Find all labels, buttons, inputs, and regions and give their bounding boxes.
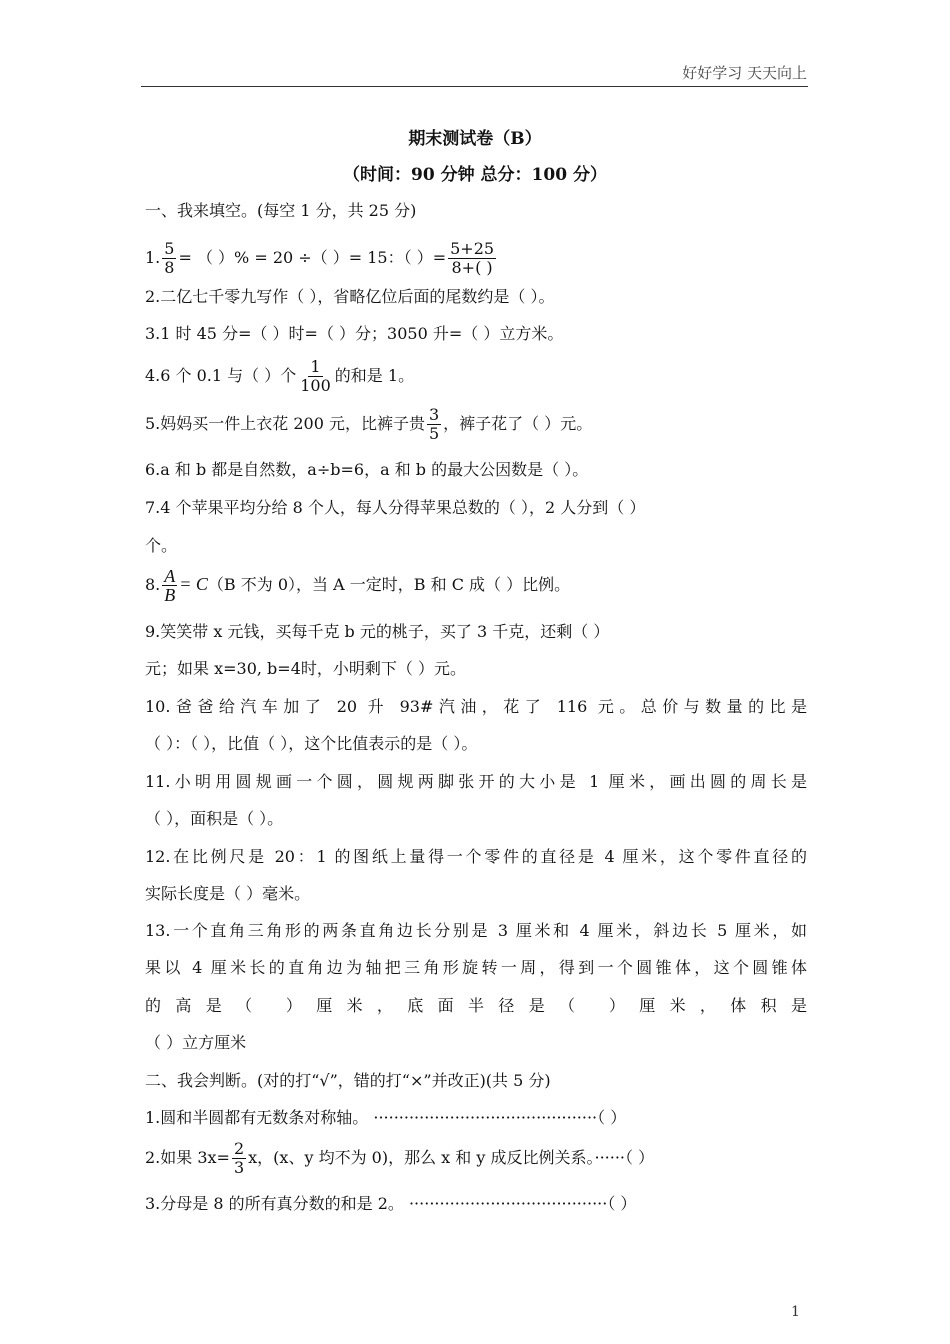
question-12-line-1: 12.在比例尺是 20：1 的图纸上量得一个零件的直径是 4 厘米，这个零件直径的 [145,847,807,866]
j2-pre: 2.如果 3x= [145,1148,230,1167]
question-10-line-1: 10.爸爸给汽车加了 20 升 93#汽油，花了 116 元。总价与数量的比是 [145,697,807,716]
q1-f1-numerator: 5 [164,239,175,258]
q8-denominator: B [164,585,176,605]
judge-2 [145,1140,807,1177]
q5-pre: 5.妈妈买一件上衣花 200 元，比裤子贵 [145,414,425,433]
question-12-line-2: 实际长度是（ ）毫米。 [145,884,311,903]
q1-fraction-2 [448,240,496,277]
section2-heading: 二、我会判断。(对的打“√”，错的打“×”并改正)(共 5 分) [145,1071,551,1090]
q5-numerator: 3 [428,405,440,424]
question-5 [145,406,807,443]
q1-prefix: 1. [145,248,161,267]
q1-f2-numerator: 5+25 [450,239,495,258]
q8-equals: = C [179,574,208,594]
question-9-line-1: 9.笑笑带 x 元钱，买每千克 b 元的桃子，买了 3 千克，还剩（ ） [145,622,610,641]
q8-pre: 8. [145,575,161,594]
question-6: 6.a 和 b 都是自然数，a÷b=6，a 和 b 的最大公因数是（ ）。 [145,460,589,479]
question-13-line-3: 的高是（ ）厘米，底面半径是（ ）厘米，体积是 [145,996,807,1015]
j2-fraction [232,1140,246,1177]
question-2: 2.二亿七千零九写作（ ），省略亿位后面的尾数约是（ ）。 [145,287,555,306]
q1-f2-denominator: 8+( ) [451,258,493,277]
q8-post: （B 不为 0），当 A 一定时，B 和 C 成（ ）比例。 [207,575,571,594]
question-7-line-2: 个。 [145,536,178,555]
page-title: 期末测试卷（B） [408,129,542,149]
question-1 [145,240,807,277]
q5-denominator: 5 [428,424,440,443]
j2-post: x，(x、y 均不为 0)，那么 x 和 y 成反比例关系。······（ ） [248,1148,655,1167]
q1-middle: = （ ）% = 20 ÷（ ）= 15：（ ）= [178,248,447,267]
judge-3: 3.分母是 8 的所有真分数的和是 2。 ·······································（ ） [145,1194,637,1213]
j2-numerator: 2 [233,1139,245,1158]
question-13-line-2: 果以 4 厘米长的直角边为轴把三角形旋转一周，得到一个圆锥体，这个圆锥体 [145,958,807,977]
page-subtitle: （时间：90 分钟 总分：100 分） [343,165,607,185]
judge-1: 1.圆和半圆都有无数条对称轴。 ············································（ ） [145,1108,627,1127]
q8-numerator: A [164,566,176,586]
question-13-line-1: 13.一个直角三角形的两条直角边长分别是 3 厘米和 4 厘米，斜边长 5 厘米，如 [145,921,807,940]
question-10-line-2: （ ）：（ ），比值（ ），这个比值表示的是（ ）。 [145,734,478,753]
header-divider [141,86,808,87]
page-header: 好好学习 天天向上 [682,64,807,82]
q4-pre: 4.6 个 0.1 与（ ）个 [145,366,297,385]
question-9-line-2: 元；如果 x=30, b=4时，小明剩下（ ）元。 [145,659,466,678]
question-13-line-4: （ ）立方厘米 [145,1033,247,1052]
question-8 [145,567,807,604]
question-7-line-1: 7.4 个苹果平均分给 8 个人，每人分得苹果总数的（ ），2 人分到（ ） [145,498,646,517]
q4-denominator: 100 [300,376,331,395]
question-3: 3.1 时 45 分=（ ）时=（ ）分；3050 升=（ ）立方米。 [145,324,564,343]
question-11-line-2: （ ），面积是（ ）。 [145,809,284,828]
q1-f1-denominator: 8 [164,258,175,277]
q5-post: ，裤子花了（ ）元。 [443,414,593,433]
page-number: 1 [791,1304,800,1320]
q1-fraction-1 [162,240,176,277]
section1-heading: 一、我来填空。(每空 1 分，共 25 分) [145,201,417,220]
q4-post: 的和是 1。 [334,366,415,385]
q5-fraction [427,406,441,443]
q4-numerator: 1 [310,357,321,376]
j2-denominator: 3 [233,1158,245,1177]
question-11-line-1: 11.小明用圆规画一个圆，圆规两脚张开的大小是 1 厘米，画出圆的周长是 [145,772,807,791]
question-4 [145,358,807,395]
q4-fraction [298,358,333,395]
q8-fraction [162,567,177,604]
